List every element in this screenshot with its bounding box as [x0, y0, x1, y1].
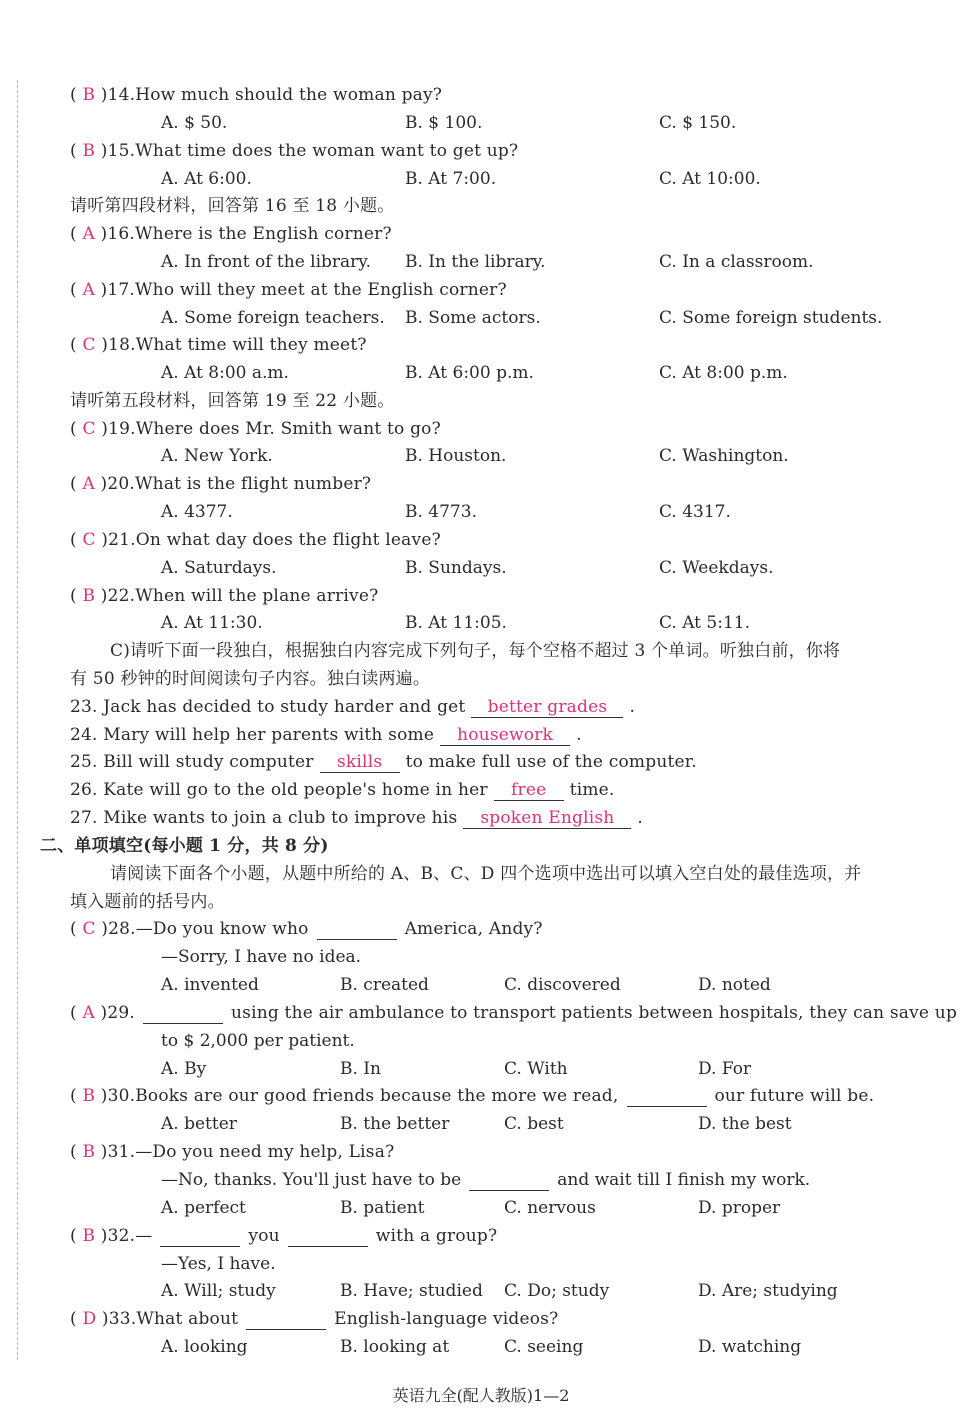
question-number: )20. — [100, 474, 135, 494]
option: A. Some foreign teachers. — [161, 308, 385, 328]
section-instruction: 请阅读下面各个小题，从题中所给的 A、B、C、D 四个选项中选出可以填入空白处的最佳选项，并 — [110, 864, 862, 884]
question-text: English-language videos? — [334, 1309, 559, 1329]
option: C. At 5:11. — [659, 613, 751, 633]
question-text: Where does Mr. Smith want to go? — [135, 419, 441, 439]
option: D. proper — [698, 1198, 781, 1218]
dialogue-reply: —Yes, I have. — [161, 1254, 276, 1274]
answer-blank[interactable] — [160, 1226, 240, 1247]
paren-open: ( — [70, 141, 83, 161]
answer-blank[interactable] — [320, 752, 400, 773]
answer-letter: C — [82, 919, 102, 939]
paren-open: ( — [70, 85, 83, 105]
option: A. $ 50. — [161, 113, 228, 133]
answer-letter: A — [82, 280, 101, 300]
reply-text: —No, thanks. You'll just have to be — [161, 1170, 462, 1190]
fill-in-sentence — [70, 725, 582, 746]
question-number: )19. — [101, 419, 136, 439]
question-line — [70, 1086, 874, 1107]
question-line — [70, 1142, 394, 1162]
fill-in-sentence — [70, 808, 643, 829]
option: C. At 10:00. — [659, 169, 761, 189]
margin-divider — [17, 80, 18, 1360]
answer-letter: B — [82, 1226, 101, 1246]
question-line — [70, 280, 507, 300]
filled-answer: spoken English — [480, 808, 615, 828]
option: C. best — [504, 1114, 564, 1134]
paren-open: ( — [70, 1226, 83, 1246]
answer-letter: B — [82, 1142, 101, 1162]
option: B. the better — [340, 1114, 450, 1134]
answer-blank[interactable] — [463, 808, 631, 829]
answer-letter: C — [82, 530, 102, 550]
paren-open: ( — [70, 1309, 83, 1329]
option: C. In a classroom. — [659, 252, 814, 272]
question-text: On what day does the flight leave? — [135, 530, 441, 550]
question-line — [70, 419, 441, 439]
option: A. At 8:00 a.m. — [161, 363, 289, 383]
option: A. 4377. — [161, 502, 233, 522]
option: B. $ 100. — [405, 113, 483, 133]
option: A. invented — [161, 975, 259, 995]
question-number: )22. — [100, 586, 136, 606]
option: A. Saturdays. — [161, 558, 277, 578]
option: B. In — [340, 1059, 381, 1079]
question-text: Who will they meet at the English corner? — [135, 280, 507, 300]
paren-open: ( — [70, 335, 83, 355]
sentence-start: 25. Bill will study computer — [70, 752, 314, 772]
answer-letter: B — [82, 1086, 101, 1106]
option: C. 4317. — [659, 502, 731, 522]
question-text: you — [248, 1226, 280, 1246]
question-number: )30. — [100, 1086, 136, 1106]
answer-letter: B — [82, 85, 101, 105]
paren-open: ( — [70, 586, 83, 606]
paren-open: ( — [70, 224, 83, 244]
option: D. For — [698, 1059, 752, 1079]
question-line — [70, 85, 442, 105]
question-text: using the air ambulance to transport patients between hospitals, they can save up — [231, 1003, 958, 1023]
section-instruction: 填入题前的括号内。 — [70, 892, 225, 912]
option: C. Do; study — [504, 1281, 610, 1301]
question-number: )21. — [101, 530, 136, 550]
answer-blank[interactable] — [288, 1226, 368, 1247]
option: B. patient — [340, 1198, 425, 1218]
sentence-end: time. — [569, 780, 615, 800]
question-line — [70, 530, 441, 550]
part-c-instruction: C)请听下面一段独白，根据独白内容完成下列句子，每个空格不超过 3 个单词。听独白前，你将 — [110, 641, 841, 661]
paren-open: ( — [70, 419, 83, 439]
question-text: with a group? — [375, 1226, 498, 1246]
option: A. At 11:30. — [161, 613, 263, 633]
sentence-end: . — [629, 697, 636, 717]
question-text: America, Andy? — [404, 919, 543, 939]
answer-blank[interactable] — [627, 1086, 707, 1107]
answer-letter: D — [82, 1309, 102, 1329]
answer-blank[interactable] — [471, 697, 623, 718]
option: A. perfect — [161, 1198, 246, 1218]
option: B. At 7:00. — [405, 169, 497, 189]
question-text: Books are our good friends because the more we read, — [135, 1086, 619, 1106]
question-number: )32. — [100, 1226, 136, 1246]
paren-open: ( — [70, 1003, 83, 1023]
answer-blank[interactable] — [469, 1170, 549, 1191]
answer-letter: A — [82, 474, 101, 494]
filled-answer: skills — [337, 752, 383, 772]
question-text: What is the flight number? — [135, 474, 372, 494]
filled-answer: better grades — [487, 697, 608, 717]
section-title: 二、单项填空(每小题 1 分，共 8 分) — [40, 836, 329, 856]
paren-open: ( — [70, 919, 83, 939]
paren-open: ( — [70, 1086, 83, 1106]
option: A. At 6:00. — [161, 169, 252, 189]
option: B. created — [340, 975, 429, 995]
filled-answer: housework — [457, 725, 554, 745]
question-number: )14. — [100, 85, 136, 105]
answer-blank[interactable] — [143, 1003, 223, 1024]
question-text: When will the plane arrive? — [135, 586, 379, 606]
question-line — [70, 141, 518, 161]
question-number: )29. — [100, 1003, 135, 1023]
question-text: What time will they meet? — [135, 335, 367, 355]
paren-open: ( — [70, 474, 83, 494]
option: C. nervous — [504, 1198, 596, 1218]
sentence-start: 27. Mike wants to join a club to improve his — [70, 808, 458, 828]
dialogue-reply: —Sorry, I have no idea. — [161, 947, 362, 967]
answer-letter: C — [82, 335, 102, 355]
question-line — [70, 335, 367, 355]
sentence-end: to make full use of the computer. — [405, 752, 697, 772]
question-number: )16. — [100, 224, 135, 244]
question-number: )18. — [101, 335, 136, 355]
option: B. In the library. — [405, 252, 546, 272]
option: C. With — [504, 1059, 568, 1079]
answer-letter: B — [82, 586, 101, 606]
section-instruction: 请听第五段材料，回答第 19 至 22 小题。 — [70, 391, 395, 411]
answer-blank[interactable] — [494, 780, 564, 801]
paren-open: ( — [70, 530, 83, 550]
option: D. the best — [698, 1114, 792, 1134]
filled-answer: free — [511, 780, 547, 800]
question-line — [70, 1003, 957, 1024]
option: C. seeing — [504, 1337, 584, 1357]
option: D. noted — [698, 975, 771, 995]
option: A. looking — [161, 1337, 248, 1357]
sentence-start: 24. Mary will help her parents with some — [70, 725, 435, 745]
option: A. By — [161, 1059, 207, 1079]
question-continuation: to $ 2,000 per patient. — [161, 1031, 355, 1051]
option: A. In front of the library. — [161, 252, 372, 272]
answer-letter: C — [82, 419, 102, 439]
question-line — [70, 586, 378, 606]
option: C. Washington. — [659, 446, 789, 466]
question-line — [70, 1226, 497, 1247]
sentence-start: 23. Jack has decided to study harder and get — [70, 697, 466, 717]
question-text: —Do you know who — [135, 919, 309, 939]
option: B. At 6:00 p.m. — [405, 363, 534, 383]
option: B. Some actors. — [405, 308, 541, 328]
question-number: )31. — [100, 1142, 136, 1162]
option: A. New York. — [161, 446, 273, 466]
answer-blank[interactable] — [317, 919, 397, 940]
question-number: )33. — [101, 1309, 137, 1329]
question-text: — — [135, 1226, 153, 1246]
answer-blank[interactable] — [246, 1309, 326, 1330]
question-number: )28. — [101, 919, 136, 939]
answer-blank[interactable] — [440, 725, 570, 746]
option: B. looking at — [340, 1337, 450, 1357]
option: B. 4773. — [405, 502, 477, 522]
section-instruction: 请听第四段材料，回答第 16 至 18 小题。 — [70, 196, 395, 216]
fill-in-sentence — [70, 780, 615, 801]
option: B. At 11:05. — [405, 613, 507, 633]
option: A. better — [161, 1114, 237, 1134]
dialogue-reply — [161, 1170, 810, 1191]
option: C. Weekdays. — [659, 558, 774, 578]
option: B. Sundays. — [405, 558, 507, 578]
option: A. Will; study — [161, 1281, 276, 1301]
paren-open: ( — [70, 1142, 83, 1162]
question-text: How much should the woman pay? — [135, 85, 443, 105]
answer-letter: A — [82, 1003, 101, 1023]
sentence-end: . — [576, 725, 582, 745]
part-c-instruction: 有 50 秒钟的时间阅读句子内容。独白读两遍。 — [70, 669, 431, 689]
sentence-end: . — [637, 808, 643, 828]
answer-letter: A — [82, 224, 101, 244]
option: B. Have; studied — [340, 1281, 483, 1301]
question-text: Where is the English corner? — [135, 224, 392, 244]
question-number: )17. — [100, 280, 135, 300]
question-line — [70, 919, 543, 940]
sentence-start: 26. Kate will go to the old people's home in her — [70, 780, 488, 800]
question-number: )15. — [100, 141, 136, 161]
question-text: What time does the woman want to get up? — [135, 141, 519, 161]
option: C. Some foreign students. — [659, 308, 883, 328]
page-footer: 英语九全(配人教版)1—2 — [392, 1386, 570, 1405]
reply-text: and wait till I finish my work. — [557, 1170, 811, 1190]
question-line — [70, 224, 392, 244]
question-text: our future will be. — [714, 1086, 875, 1106]
question-line — [70, 474, 371, 494]
paren-open: ( — [70, 280, 83, 300]
question-text: What about — [136, 1309, 239, 1329]
option: C. $ 150. — [659, 113, 737, 133]
fill-in-sentence — [70, 697, 635, 718]
option: C. discovered — [504, 975, 621, 995]
answer-letter: B — [82, 141, 101, 161]
option: D. Are; studying — [698, 1281, 838, 1301]
question-text: —Do you need my help, Lisa? — [135, 1142, 395, 1162]
option: C. At 8:00 p.m. — [659, 363, 788, 383]
option: D. watching — [698, 1337, 802, 1357]
question-line — [70, 1309, 558, 1330]
option: B. Houston. — [405, 446, 507, 466]
fill-in-sentence — [70, 752, 697, 773]
